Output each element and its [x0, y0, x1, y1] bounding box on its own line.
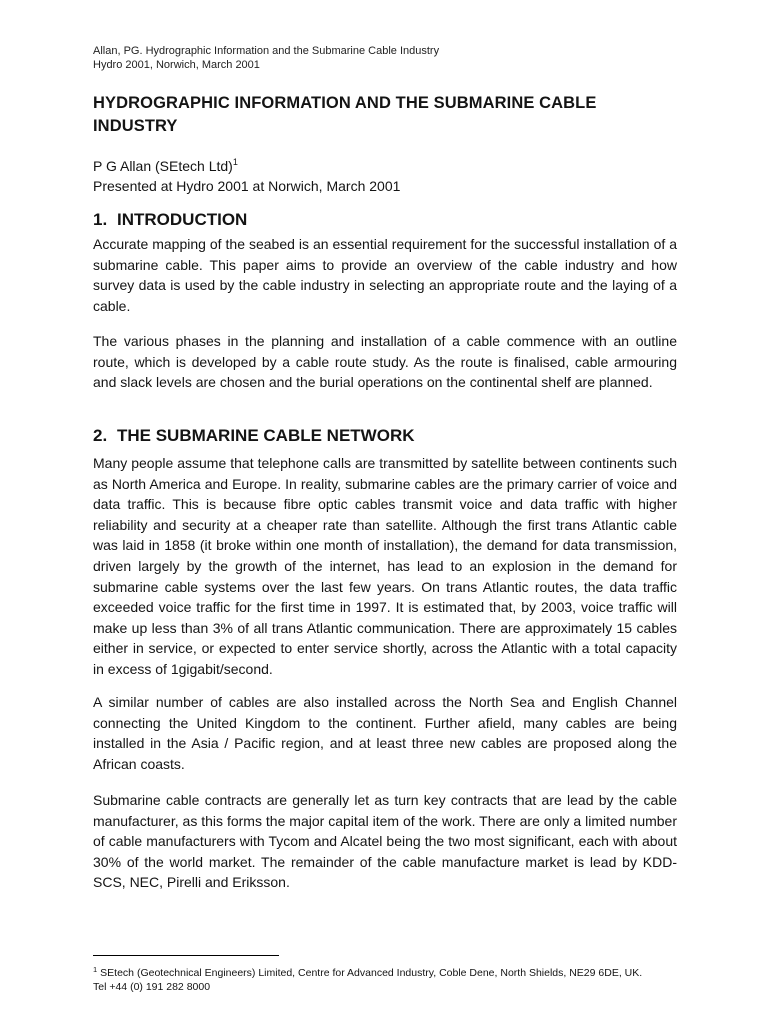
footnote-mark: 1	[93, 965, 98, 974]
footnote-phone: Tel +44 (0) 191 282 8000	[93, 981, 211, 993]
author-name: P G Allan (SEtech Ltd)	[93, 158, 233, 174]
running-header	[93, 44, 439, 72]
footnote-address: SEtech (Geotechnical Engineers) Limited, Centre for Advanced Industry, Coble Dene, North Shields, NE29 6DE, UK.	[100, 967, 643, 979]
paragraph: Submarine cable contracts are generally let as turn key contracts that are lead by the cable manufacturer, as this forms the major capital item of the work. There are only a limited number of cable manufacturers with Tycom and Alcatel being the two most significant, each with about 30% of the world market. The remainder of the cable manufacture market is lead by KDD-SCS, NEC, Pirelli and Eriksson.	[93, 792, 677, 891]
section-heading-submarine-cable-network	[93, 425, 415, 447]
running-header-event: Hydro 2001, Norwich, March 2001	[93, 59, 260, 71]
paragraph: Many people assume that telephone calls are transmitted by satellite between continents such as North America and Europe. In reality, submarine cables are the primary carrier of voice and data traffic. This is because fibre optic cables transmit voice and data traffic with higher reliability and security at a cheaper rate than satellite. Although the first trans Atlantic cable was laid in 1858 (it broke within one month of installation), the demand for data transmission, driven largely by the growth of the internet, has lead to an explosion in the demand for submarine cable systems over the last few years. On trans Atlantic routes, the data traffic exceeded voice traffic for the first time in 1997. It is estimated that, by 2003, voice traffic will make up less than 3% of all trans Atlantic communication. There are approximately 15 cables either in service, or expected to enter service shortly, across the Atlantic with a total capacity in excess of 1gigabit/second.	[93, 455, 677, 677]
section-title: INTRODUCTION	[117, 210, 248, 229]
section-title: THE SUBMARINE CABLE NETWORK	[117, 426, 415, 445]
paragraph: Accurate mapping of the seabed is an essential requirement for the successful installation of a submarine cable. This paper aims to provide an overview of the cable industry and how survey data is used by the cable industry in selecting an appropriate route and the laying of a cable.	[93, 236, 677, 314]
author-footnote-mark: 1	[232, 157, 238, 167]
presented-at: Presented at Hydro 2001 at Norwich, March 2001	[93, 178, 401, 194]
section-number: 2.	[93, 426, 108, 445]
author-block	[93, 152, 400, 196]
paragraph: A similar number of cables are also installed across the North Sea and English Channel connecting the United Kingdom to the continent. Further afield, many cables are being installed in the Asia / Pacific region, and at least three new cables are proposed along the African coasts.	[93, 694, 677, 772]
footnote	[93, 963, 693, 994]
footnote-separator	[93, 955, 279, 956]
paper-title: HYDROGRAPHIC INFORMATION AND THE SUBMARINE CABLE INDUSTRY	[93, 94, 597, 135]
section-number: 1.	[93, 210, 108, 229]
running-header-citation: Allan, PG. Hydrographic Information and the Submarine Cable Industry	[93, 45, 440, 57]
section-heading-introduction	[93, 209, 247, 231]
paragraph: The various phases in the planning and installation of a cable commence with an outline route, which is developed by a cable route study. As the route is finalised, cable armouring and slack levels are chosen and the burial operations on the continental shelf are planned.	[93, 333, 677, 391]
